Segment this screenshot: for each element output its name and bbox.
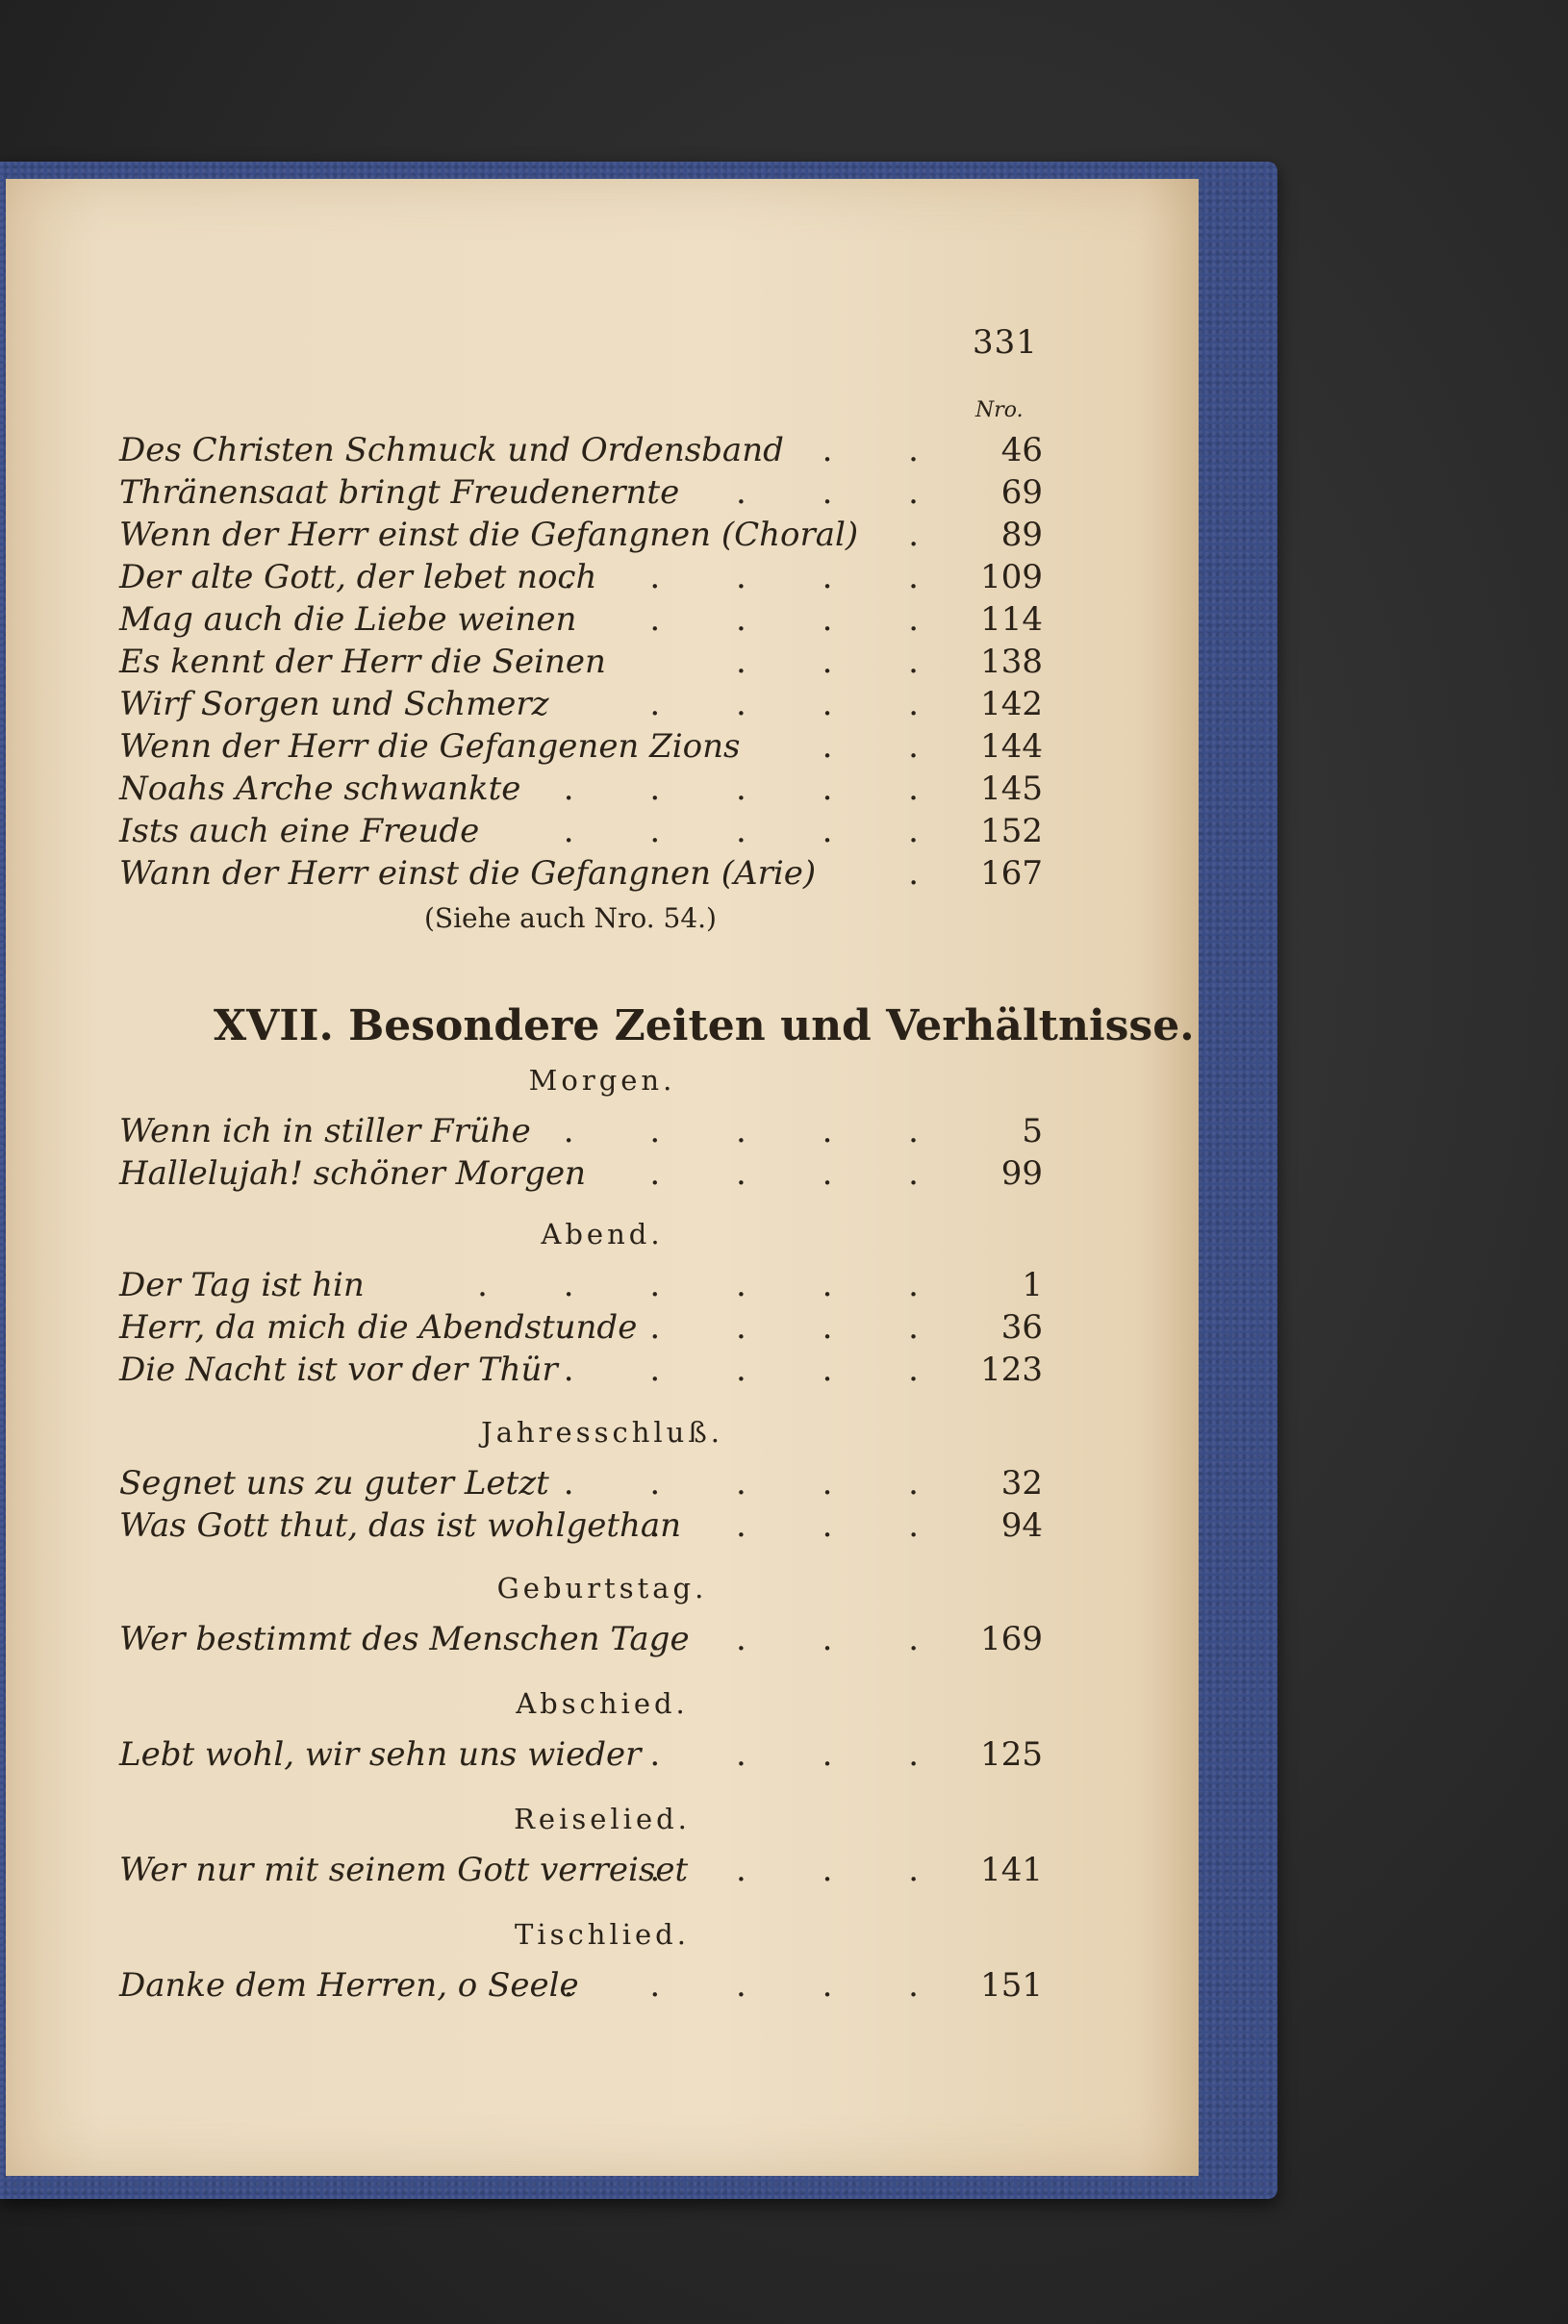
entry-leader-dots: . . . . bbox=[649, 600, 951, 639]
subsection-label-tischlied: Tischlied. bbox=[515, 1918, 690, 1951]
entry-leader-dots: . . . bbox=[735, 643, 951, 681]
index-entry bbox=[119, 1308, 1043, 1351]
entry-leader-dots: . . . . . bbox=[563, 1308, 951, 1347]
index-entry bbox=[119, 1966, 1043, 2008]
index-entry bbox=[119, 1464, 1043, 1506]
index-entry bbox=[119, 1154, 1043, 1197]
index-entry bbox=[119, 558, 1043, 600]
entry-title: Es kennt der Herr die Seinen bbox=[119, 643, 606, 681]
entry-leader-dots: . . . . . bbox=[563, 1112, 951, 1150]
entry-title: Thränensaat bringt Freudenernte bbox=[119, 473, 680, 512]
index-entry bbox=[119, 431, 1043, 473]
entry-leader-dots: . . . . bbox=[649, 685, 951, 723]
entry-title: Wer nur mit seinem Gott verreiset bbox=[119, 1851, 689, 1889]
entry-number: 151 bbox=[980, 1966, 1043, 2005]
entry-number: 5 bbox=[1022, 1112, 1043, 1150]
index-entry bbox=[119, 473, 1043, 516]
entry-leader-dots: . . . bbox=[735, 473, 951, 512]
index-entry bbox=[119, 1266, 1043, 1308]
entry-leader-dots: . . . . . . bbox=[477, 1266, 951, 1304]
index-entry bbox=[119, 1620, 1043, 1662]
index-entry bbox=[119, 516, 1043, 558]
entry-title: Segnet uns zu guter Letzt bbox=[119, 1464, 549, 1503]
entry-number: 144 bbox=[980, 727, 1043, 766]
entry-leader-dots: . . . . . bbox=[563, 558, 951, 596]
entry-number: 109 bbox=[980, 558, 1043, 596]
entry-number: 138 bbox=[980, 643, 1043, 681]
entry-title: Wann der Herr einst die Gefangnen (Arie) bbox=[119, 854, 817, 893]
entry-number: 69 bbox=[1000, 473, 1043, 512]
entry-number: 114 bbox=[980, 600, 1043, 639]
entry-leader-dots: . . . . . bbox=[563, 770, 951, 808]
entry-leader-dots: . . . . . bbox=[563, 1464, 951, 1503]
entry-leader-dots: . . . . . bbox=[563, 1966, 951, 2005]
index-entry bbox=[119, 727, 1043, 770]
subsection-label-geburtstag: Geburtstag. bbox=[496, 1572, 708, 1604]
index-entry bbox=[119, 643, 1043, 685]
entry-number: 145 bbox=[980, 770, 1043, 808]
entry-leader-dots: . . . . . bbox=[563, 812, 951, 850]
index-entry bbox=[119, 1351, 1043, 1393]
section-heading: XVII. Besondere Zeiten und Verhältnisse. bbox=[214, 1001, 1195, 1050]
entry-leader-dots: . . . . . bbox=[563, 1154, 951, 1193]
subsection-label-abend: Abend. bbox=[541, 1218, 664, 1250]
book-page bbox=[6, 179, 1199, 2176]
entry-title: Wenn der Herr die Gefangenen Zions bbox=[119, 727, 741, 766]
entry-title: Die Nacht ist vor der Thür bbox=[119, 1351, 558, 1389]
entry-title: Mag auch die Liebe weinen bbox=[119, 600, 577, 639]
entry-number: 123 bbox=[980, 1351, 1043, 1389]
subsection-label-jahresschluss: Jahresschluß. bbox=[481, 1416, 723, 1449]
entry-number: 99 bbox=[1000, 1154, 1043, 1193]
index-entry bbox=[119, 1112, 1043, 1154]
entry-leader-dots: . . . . . bbox=[563, 1351, 951, 1389]
entry-number: 152 bbox=[980, 812, 1043, 850]
entry-number: 167 bbox=[980, 854, 1043, 893]
entry-number: 94 bbox=[1000, 1506, 1043, 1545]
entry-number: 169 bbox=[980, 1620, 1043, 1658]
entry-leader-dots: . . bbox=[822, 727, 951, 766]
entry-leader-dots: . . . . bbox=[649, 1506, 951, 1545]
index-entry bbox=[119, 812, 1043, 854]
number-column-label: Nro. bbox=[975, 398, 1024, 422]
entry-title: Lebt wohl, wir sehn uns wieder bbox=[119, 1735, 642, 1774]
index-entry bbox=[119, 600, 1043, 643]
entry-title: Danke dem Herren, o Seele bbox=[119, 1966, 579, 2005]
index-entry bbox=[119, 1735, 1043, 1778]
entry-title: Wirf Sorgen und Schmerz bbox=[119, 685, 549, 723]
index-entry bbox=[119, 1851, 1043, 1893]
entry-leader-dots: . . bbox=[822, 431, 951, 469]
cross-reference-note: (Siehe auch Nro. 54.) bbox=[424, 902, 717, 934]
entry-title: Noahs Arche schwankte bbox=[119, 770, 521, 808]
entry-title: Ists auch eine Freude bbox=[119, 812, 480, 850]
entry-leader-dots: . . . . bbox=[649, 1851, 951, 1889]
entry-leader-dots: . bbox=[908, 516, 951, 554]
entry-title: Des Christen Schmuck und Ordensband bbox=[119, 431, 784, 469]
index-entry bbox=[119, 685, 1043, 727]
index-entry bbox=[119, 854, 1043, 897]
subsection-label-morgen: Morgen. bbox=[528, 1064, 676, 1097]
entry-leader-dots: . . . . bbox=[649, 1735, 951, 1774]
page-number: 331 bbox=[973, 323, 1038, 362]
entry-number: 89 bbox=[1000, 516, 1043, 554]
entry-number: 46 bbox=[1000, 431, 1043, 469]
entry-title: Wer bestimmt des Menschen Tage bbox=[119, 1620, 690, 1658]
entry-title: Hallelujah! schöner Morgen bbox=[119, 1154, 586, 1193]
subsection-label-abschied: Abschied. bbox=[516, 1687, 689, 1720]
entry-title: Der alte Gott, der lebet noch bbox=[119, 558, 597, 596]
entry-number: 36 bbox=[1000, 1308, 1043, 1347]
entry-title: Wenn der Herr einst die Gefangnen (Choral) bbox=[119, 516, 859, 554]
entry-title: Wenn ich in stiller Frühe bbox=[119, 1112, 531, 1150]
entry-leader-dots: . . . . bbox=[649, 1620, 951, 1658]
entry-leader-dots: . bbox=[908, 854, 951, 893]
subsection-label-reiselied: Reiselied. bbox=[514, 1803, 691, 1835]
entry-title: Herr, da mich die Abendstunde bbox=[119, 1308, 638, 1347]
entry-number: 1 bbox=[1022, 1266, 1043, 1304]
entry-number: 142 bbox=[980, 685, 1043, 723]
index-entry bbox=[119, 770, 1043, 812]
entry-number: 32 bbox=[1000, 1464, 1043, 1503]
index-entry bbox=[119, 1506, 1043, 1549]
entry-title: Was Gott thut, das ist wohlgethan bbox=[119, 1506, 682, 1545]
entry-number: 141 bbox=[980, 1851, 1043, 1889]
entry-title: Der Tag ist hin bbox=[119, 1266, 365, 1304]
entry-number: 125 bbox=[980, 1735, 1043, 1774]
